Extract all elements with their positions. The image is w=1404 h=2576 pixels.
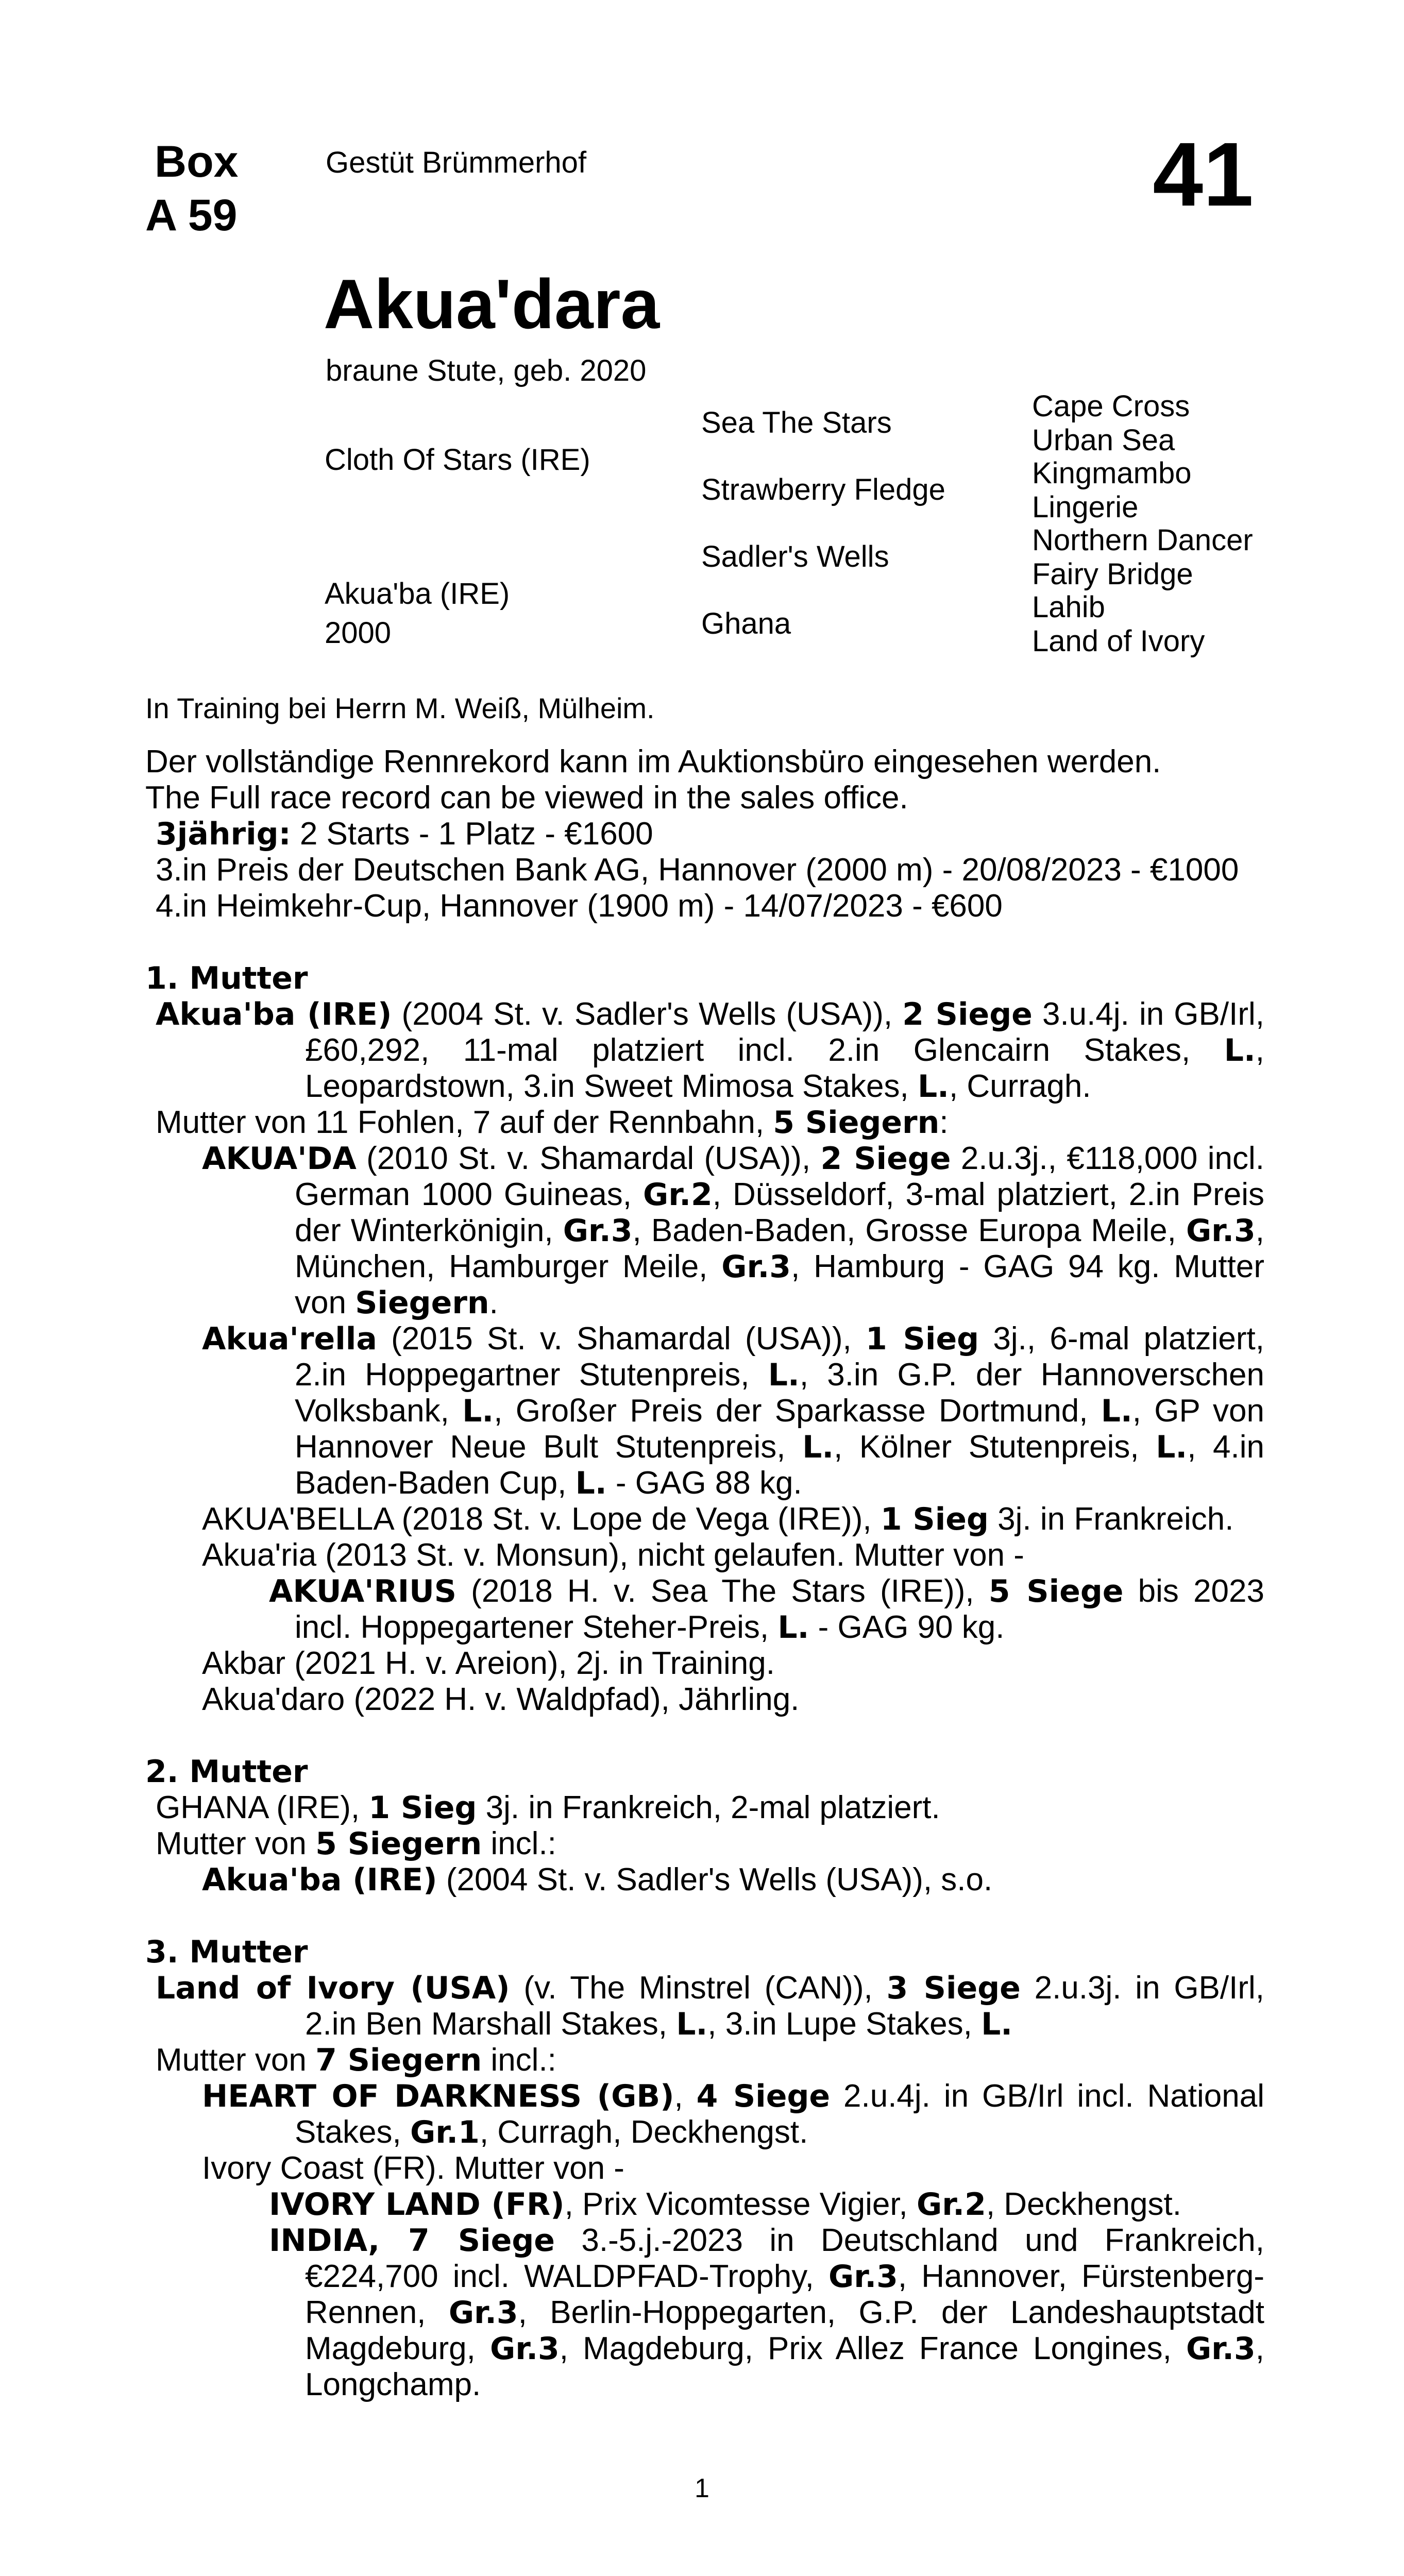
produce-akuabella: AKUA'BELLA (2018 St. v. Lope de Vega (IRE)), 1 Sieg 3j. in Frankreich.: [202, 1501, 1234, 1537]
first-dam-title: 1. Mutter: [145, 960, 308, 996]
racing-line-2: 4.in Heimkehr-Cup, Hannover (1900 m) - 14/07/2023 - €600: [156, 888, 1003, 924]
first-dam-produce: Mutter von 11 Fohlen, 7 auf der Rennbahn, 5 Siegern:: [156, 1105, 949, 1141]
produce-akbar: Akbar (2021 H. v. Areion), 2j. in Training.: [202, 1646, 775, 1681]
pedigree-g3-5: Northern Dancer: [1032, 523, 1253, 557]
page-number: 1: [695, 2473, 709, 2503]
pedigree-g3-8: Land of Ivory: [1032, 624, 1205, 658]
pedigree-g3-6: Fairy Bridge: [1032, 557, 1193, 591]
horse-name: Akua'dara: [324, 265, 660, 343]
racing-record: [145, 816, 1264, 924]
catalogue-text: [145, 690, 1264, 2403]
breeder: Gestüt Brümmerhof: [326, 146, 587, 179]
pedigree-dam-sire: Sadler's Wells: [701, 540, 889, 573]
produce-akuaria: Akua'ria (2013 St. v. Monsun), nicht gelaufen. Mutter von -: [202, 1537, 1024, 1573]
racing-line-1: 3.in Preis der Deutschen Bank AG, Hannover (2000 m) - 20/08/2023 - €1000: [156, 852, 1239, 888]
grandproduce-akuarius: AKUA'RIUS (2018 H. v. Sea The Stars (IRE)), 5 Siege bis 2023 incl. Hoppegartener Steher-Preis, L. - GAG 90 kg.: [269, 1573, 1264, 1646]
horse-description: braune Stute, geb. 2020: [326, 354, 647, 387]
record-note-en: The Full race record can be viewed in the sales office.: [145, 780, 908, 816]
box-word: Box: [155, 137, 239, 187]
pedigree-sire-dam: Strawberry Fledge: [701, 473, 945, 506]
first-dam-entry: Akua'ba (IRE) (2004 St. v. Sadler's Wells (USA)), 2 Siege 3.u.4j. in GB/Irl, £60,292, 11-mal platziert incl. 2.in Glencairn Stakes, L., Leopardstown, 3.in Sweet Mimosa Stakes, L., Curragh.: [156, 996, 1264, 1105]
pedigree-g3-4: Lingerie: [1032, 490, 1139, 524]
pedigree-g3-3: Kingmambo: [1032, 456, 1192, 490]
pedigree-sire-sire: Sea The Stars: [701, 406, 892, 439]
pedigree-g3-1: Cape Cross: [1032, 389, 1190, 423]
produce-akuarella: Akua'rella (2015 St. v. Shamardal (USA)), 1 Sieg 3j., 6-mal platziert, 2.in Hoppegartner Stutenpreis, L., 3.in G.P. der Hannoverschen Volksbank, L., Großer Preis der Sparkasse Dortmund, L., GP von Hannover Neue Bult Stutenpreis, L., Kölner Stutenpreis, L., 4.in Baden-Baden Cup, L. - GAG 88 kg.: [202, 1321, 1264, 1501]
pedigree-g3-7: Lahib: [1032, 590, 1105, 624]
pedigree-sire: Cloth Of Stars (IRE): [325, 443, 590, 477]
second-dam-produce-akuaba: Akua'ba (IRE) (2004 St. v. Sadler's Wells (USA)), s.o.: [202, 1862, 993, 1898]
produce-heart-of-darkness: HEART OF DARKNESS (GB), 4 Siege 2.u.4j. in GB/Irl incl. National Stakes, Gr.1, Curragh, Deckhengst.: [202, 2078, 1264, 2150]
record-note-de: Der vollständige Rennrekord kann im Auktionsbüro eingesehen werden.: [145, 744, 1161, 779]
produce-akuada: AKUA'DA (2010 St. v. Shamardal (USA)), 2 Siege 2.u.3j., €118,000 incl. German 1000 Guineas, Gr.2, Düsseldorf, 3-mal platziert, 2.in Preis der Winterkönigin, Gr.3, Baden-Baden, Grosse Europa Meile, Gr.3, München, Hamburger Meile, Gr.3, Hamburg - GAG 94 kg. Mutter von Siegern.: [202, 1141, 1264, 1321]
grandproduce-india: INDIA, 7 Siege 3.-5.j.-2023 in Deutschland und Frankreich, €224,700 incl. WALDPFAD-Trophy, Gr.3, Hannover, Fürstenberg-Rennen, Gr.3, Berlin-Hoppegarten, G.P. der Landeshauptstadt Magdeburg, Gr.3, Magdeburg, Prix Allez France Longines, Gr.3, Longchamp.: [269, 2223, 1265, 2402]
lot-number: 41: [1153, 124, 1254, 225]
pedigree-dam-year: 2000: [325, 616, 392, 650]
racing-summary: 3jährig: 2 Starts - 1 Platz - €1600: [156, 816, 653, 852]
trainer-note: In Training bei Herrn M. Weiß, Mülheim.: [145, 692, 655, 724]
pedigree-g3-2: Urban Sea: [1032, 423, 1175, 457]
pedigree-dam-dam: Ghana: [701, 607, 791, 640]
grandproduce-ivory-land: IVORY LAND (FR), Prix Vicomtesse Vigier, Gr.2, Deckhengst.: [269, 2187, 1181, 2223]
second-dam-entry: GHANA (IRE), 1 Sieg 3j. in Frankreich, 2-mal platziert.: [156, 1790, 940, 1826]
second-dam-title: 2. Mutter: [145, 1754, 308, 1790]
pedigree-dam: Akua'ba (IRE): [325, 577, 510, 611]
second-dam-produce: Mutter von 5 Siegern incl.:: [156, 1826, 556, 1862]
third-dam-entry: Land of Ivory (USA) (v. The Minstrel (CAN)), 3 Siege 2.u.3j. in GB/Irl, 2.in Ben Marshall Stakes, L., 3.in Lupe Stakes, L.: [156, 1970, 1265, 2042]
third-dam-title: 3. Mutter: [145, 1934, 308, 1970]
produce-akuadaro: Akua'daro (2022 H. v. Waldpfad), Jährling.: [202, 1682, 800, 1717]
produce-ivory-coast: Ivory Coast (FR). Mutter von -: [202, 2150, 624, 2186]
box-number: A 59: [145, 191, 238, 240]
box-label: [145, 135, 238, 242]
third-dam-produce: Mutter von 7 Siegern incl.:: [156, 2042, 556, 2078]
